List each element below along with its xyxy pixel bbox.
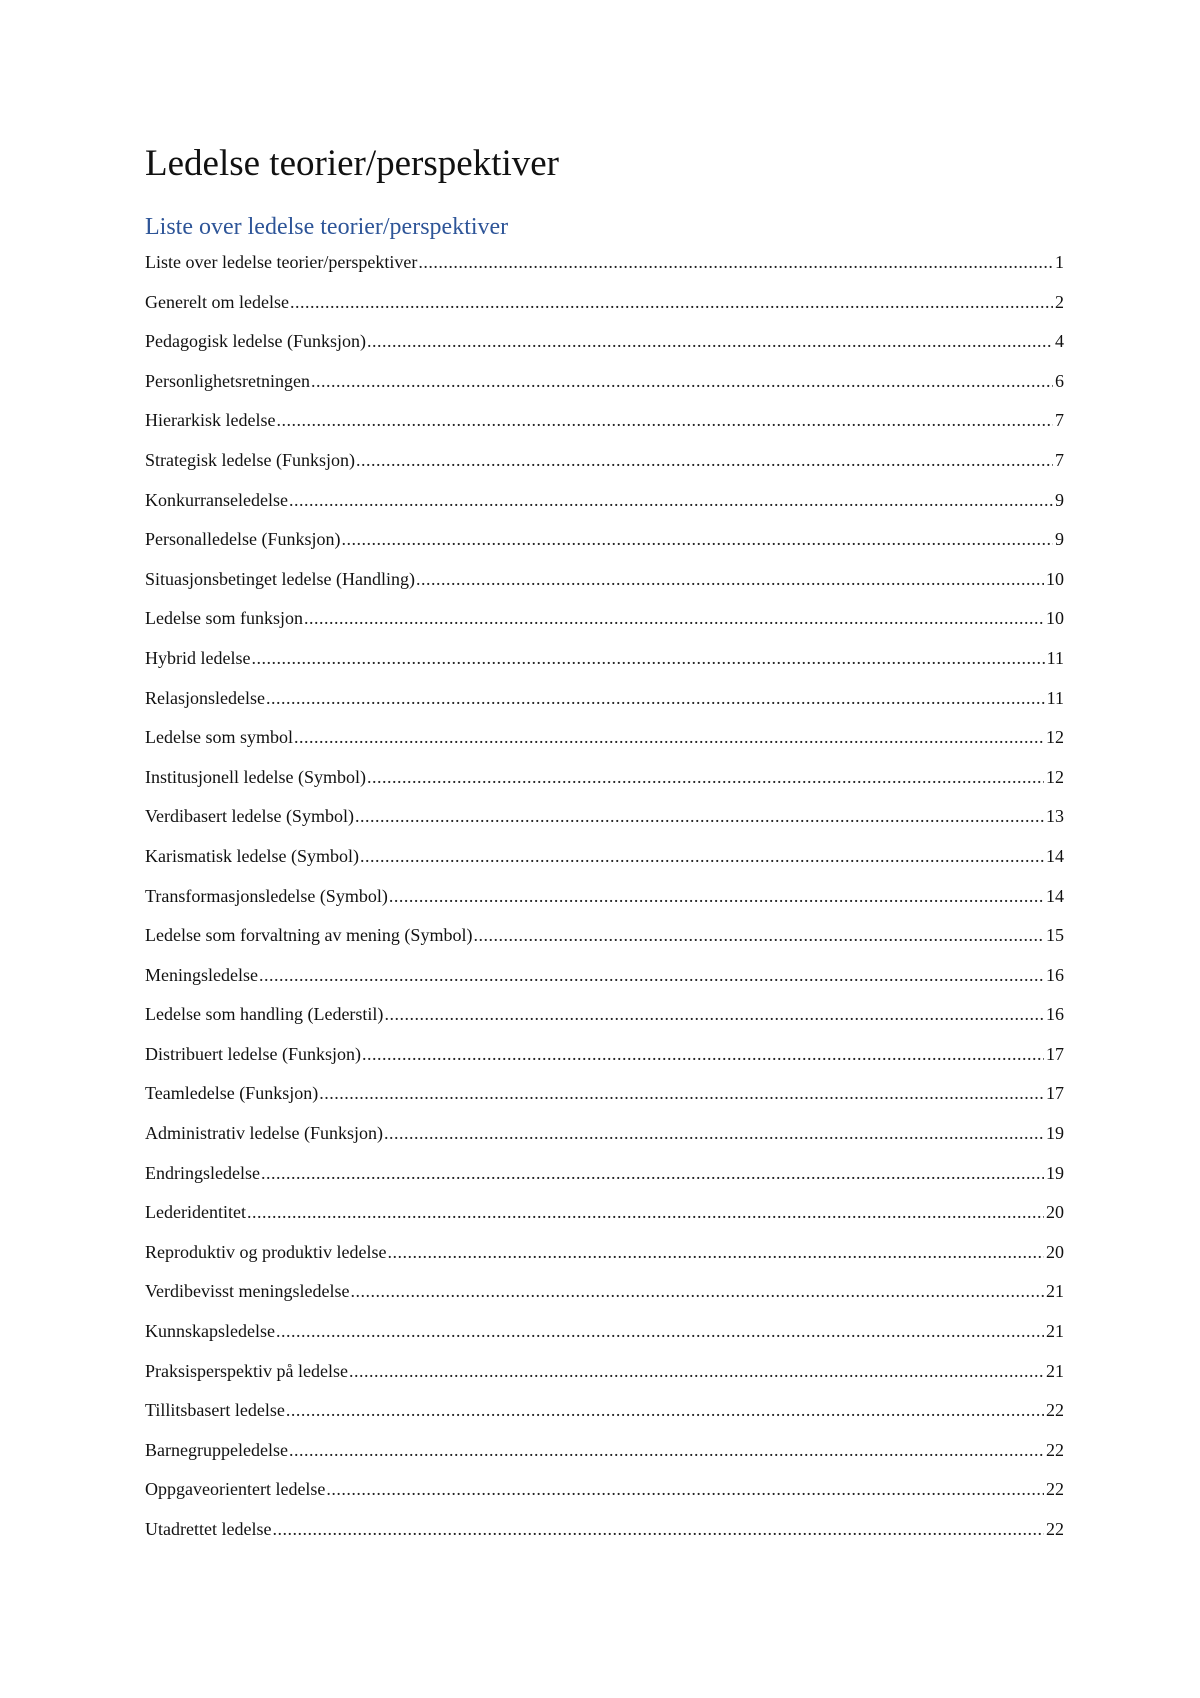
toc-entry[interactable] bbox=[145, 565, 1064, 605]
toc-entry-page-number: 10 bbox=[1046, 608, 1064, 629]
toc-dot-leader bbox=[418, 248, 1053, 276]
toc-dot-leader bbox=[272, 1515, 1044, 1543]
toc-entry[interactable] bbox=[145, 406, 1064, 446]
toc-dot-leader bbox=[251, 644, 1044, 672]
toc-dot-leader bbox=[416, 565, 1044, 593]
toc-dot-leader bbox=[389, 882, 1044, 910]
toc-entry-title: Institusjonell ledelse (Symbol) bbox=[145, 766, 366, 787]
toc-entry[interactable] bbox=[145, 1198, 1064, 1238]
toc-entry-title: Karismatisk ledelse (Symbol) bbox=[145, 845, 359, 866]
toc-entry[interactable] bbox=[145, 1436, 1064, 1476]
toc-entry[interactable] bbox=[145, 882, 1064, 922]
toc-entry-page-number: 12 bbox=[1046, 727, 1064, 748]
toc-entry-title: Ledelse som handling (Lederstil) bbox=[145, 1004, 384, 1025]
toc-entry-page-number: 16 bbox=[1046, 1004, 1064, 1025]
toc-entry-page-number: 22 bbox=[1046, 1400, 1064, 1421]
toc-entry-page-number: 4 bbox=[1055, 331, 1064, 352]
toc-entry-page-number: 22 bbox=[1046, 1479, 1064, 1500]
toc-entry-title: Ledelse som forvaltning av mening (Symbol) bbox=[145, 925, 473, 946]
toc-entry[interactable] bbox=[145, 288, 1064, 328]
toc-dot-leader bbox=[384, 1119, 1044, 1147]
toc-entry[interactable] bbox=[145, 525, 1064, 565]
toc-dot-leader bbox=[276, 1317, 1044, 1345]
toc-entry-title: Ledelse som symbol bbox=[145, 727, 293, 748]
toc-dot-leader bbox=[367, 327, 1053, 355]
toc-entry[interactable] bbox=[145, 1079, 1064, 1119]
toc-entry[interactable] bbox=[145, 248, 1064, 288]
toc-entry-title: Ledelse som funksjon bbox=[145, 608, 303, 629]
toc-entry[interactable] bbox=[145, 763, 1064, 803]
toc-entry[interactable] bbox=[145, 486, 1064, 526]
toc-entry-title: Strategisk ledelse (Funksjon) bbox=[145, 449, 355, 470]
toc-dot-leader bbox=[326, 1475, 1044, 1503]
toc-entry[interactable] bbox=[145, 723, 1064, 763]
toc-entry-page-number: 13 bbox=[1046, 806, 1064, 827]
toc-entry-page-number: 15 bbox=[1046, 925, 1064, 946]
toc-entry[interactable] bbox=[145, 1238, 1064, 1278]
toc-entry-page-number: 9 bbox=[1055, 489, 1064, 510]
toc-dot-leader bbox=[360, 842, 1044, 870]
toc-dot-leader bbox=[289, 486, 1053, 514]
toc-entry-page-number: 11 bbox=[1046, 687, 1064, 708]
toc-entry-title: Situasjonsbetinget ledelse (Handling) bbox=[145, 568, 415, 589]
toc-entry-title: Utadrettet ledelse bbox=[145, 1519, 272, 1539]
toc-dot-leader bbox=[289, 1436, 1044, 1464]
toc-entry[interactable] bbox=[145, 1000, 1064, 1040]
toc-entry[interactable] bbox=[145, 367, 1064, 407]
toc-entry-title: Transformasjonsledelse (Symbol) bbox=[145, 885, 388, 906]
toc-entry[interactable] bbox=[145, 644, 1064, 684]
toc-entry-title: Personalledelse (Funksjon) bbox=[145, 529, 341, 550]
toc-dot-leader bbox=[276, 406, 1053, 434]
toc-entry-title: Konkurranseledelse bbox=[145, 489, 288, 510]
toc-dot-leader bbox=[355, 802, 1044, 830]
toc-entry[interactable] bbox=[145, 1515, 1064, 1555]
toc-entry[interactable] bbox=[145, 961, 1064, 1001]
toc-entry-title: Praksisperspektiv på ledelse bbox=[145, 1360, 348, 1381]
toc-entry[interactable] bbox=[145, 1396, 1064, 1436]
toc-entry-page-number: 21 bbox=[1046, 1360, 1064, 1381]
toc-entry-title: Distribuert ledelse (Funksjon) bbox=[145, 1043, 361, 1064]
toc-entry[interactable] bbox=[145, 802, 1064, 842]
toc-entry-title: Verdibasert ledelse (Symbol) bbox=[145, 806, 354, 827]
toc-entry-page-number: 10 bbox=[1046, 568, 1064, 589]
toc-entry-page-number: 14 bbox=[1046, 845, 1064, 866]
toc-dot-leader bbox=[311, 367, 1053, 395]
toc-dot-leader bbox=[387, 1238, 1044, 1266]
toc-entry-page-number: 22 bbox=[1046, 1519, 1064, 1539]
toc-entry[interactable] bbox=[145, 842, 1064, 882]
toc-entry-title: Kunnskapsledelse bbox=[145, 1321, 275, 1342]
toc-entry-page-number: 16 bbox=[1046, 964, 1064, 985]
toc-dot-leader bbox=[350, 1277, 1044, 1305]
toc-dot-leader bbox=[266, 684, 1045, 712]
toc-entry-page-number: 21 bbox=[1046, 1281, 1064, 1302]
toc-dot-leader bbox=[384, 1000, 1044, 1028]
toc-entry-title: Generelt om ledelse bbox=[145, 291, 289, 312]
toc-heading: Liste over ledelse teorier/perspektiver bbox=[145, 214, 509, 240]
toc-entry-title: Hierarkisk ledelse bbox=[145, 410, 276, 431]
toc-entry-title: Hybrid ledelse bbox=[145, 647, 251, 668]
toc-entry-page-number: 21 bbox=[1046, 1321, 1064, 1342]
toc-entry-page-number: 2 bbox=[1055, 291, 1064, 312]
document-title: Ledelse teorier/perspektiver bbox=[145, 143, 559, 184]
toc-dot-leader bbox=[367, 763, 1044, 791]
toc-entry-page-number: 17 bbox=[1046, 1083, 1064, 1104]
toc-entry-title: Personlighetsretningen bbox=[145, 370, 310, 391]
toc-entry[interactable] bbox=[145, 921, 1064, 961]
toc-entry-page-number: 19 bbox=[1046, 1123, 1064, 1144]
toc-dot-leader bbox=[319, 1079, 1044, 1107]
toc-entry[interactable] bbox=[145, 1040, 1064, 1080]
toc-entry-page-number: 22 bbox=[1046, 1439, 1064, 1460]
toc-dot-leader bbox=[473, 921, 1044, 949]
toc-entry-title: Pedagogisk ledelse (Funksjon) bbox=[145, 331, 366, 352]
toc-entry-page-number: 6 bbox=[1055, 370, 1064, 391]
toc-entry-title: Teamledelse (Funksjon) bbox=[145, 1083, 319, 1104]
toc-entry[interactable] bbox=[145, 446, 1064, 486]
toc-dot-leader bbox=[304, 604, 1044, 632]
toc-entry[interactable] bbox=[145, 327, 1064, 367]
toc-entry-title: Liste over ledelse teorier/perspektiver bbox=[145, 252, 418, 272]
toc-entry[interactable] bbox=[145, 684, 1064, 724]
toc-entry-page-number: 14 bbox=[1046, 885, 1064, 906]
toc-entry-title: Relasjonsledelse bbox=[145, 687, 265, 708]
toc-entry-title: Tillitsbasert ledelse bbox=[145, 1400, 285, 1421]
toc-entry[interactable] bbox=[145, 1277, 1064, 1317]
toc-dot-leader bbox=[286, 1396, 1044, 1424]
toc-entry-page-number: 7 bbox=[1055, 410, 1064, 431]
toc-entry[interactable] bbox=[145, 1159, 1064, 1199]
toc-dot-leader bbox=[349, 1357, 1044, 1385]
toc-entry-title: Administrativ ledelse (Funksjon) bbox=[145, 1123, 383, 1144]
toc-entry-page-number: 9 bbox=[1055, 529, 1064, 550]
toc-entry[interactable] bbox=[145, 604, 1064, 644]
toc-entry-page-number: 20 bbox=[1046, 1202, 1064, 1223]
toc-entry-page-number: 20 bbox=[1046, 1241, 1064, 1262]
toc-entry-title: Oppgaveorientert ledelse bbox=[145, 1479, 326, 1500]
toc-dot-leader bbox=[290, 288, 1053, 316]
toc-entry-page-number: 19 bbox=[1046, 1162, 1064, 1183]
toc-entry-page-number: 1 bbox=[1055, 252, 1064, 272]
toc-dot-leader bbox=[356, 446, 1053, 474]
toc-entry-page-number: 11 bbox=[1046, 647, 1064, 668]
toc-dot-leader bbox=[294, 723, 1044, 751]
toc-entry[interactable] bbox=[145, 1357, 1064, 1397]
toc-dot-leader bbox=[362, 1040, 1044, 1068]
toc-entry-page-number: 17 bbox=[1046, 1043, 1064, 1064]
toc-entry-title: Reproduktiv og produktiv ledelse bbox=[145, 1241, 387, 1262]
toc-entry-page-number: 12 bbox=[1046, 766, 1064, 787]
toc-entry-title: Endringsledelse bbox=[145, 1162, 260, 1183]
toc-entry-page-number: 7 bbox=[1055, 449, 1064, 470]
toc-entry-title: Lederidentitet bbox=[145, 1202, 246, 1223]
toc-dot-leader bbox=[261, 1159, 1044, 1187]
toc-dot-leader bbox=[247, 1198, 1044, 1226]
toc-entry-title: Meningsledelse bbox=[145, 964, 258, 985]
toc-dot-leader bbox=[259, 961, 1044, 989]
toc-entry-title: Verdibevisst meningsledelse bbox=[145, 1281, 350, 1302]
table-of-contents bbox=[145, 248, 1064, 1555]
toc-dot-leader bbox=[341, 525, 1053, 553]
toc-entry[interactable] bbox=[145, 1119, 1064, 1159]
toc-entry[interactable] bbox=[145, 1317, 1064, 1357]
toc-entry[interactable] bbox=[145, 1475, 1064, 1515]
toc-entry-title: Barnegruppeledelse bbox=[145, 1439, 288, 1460]
